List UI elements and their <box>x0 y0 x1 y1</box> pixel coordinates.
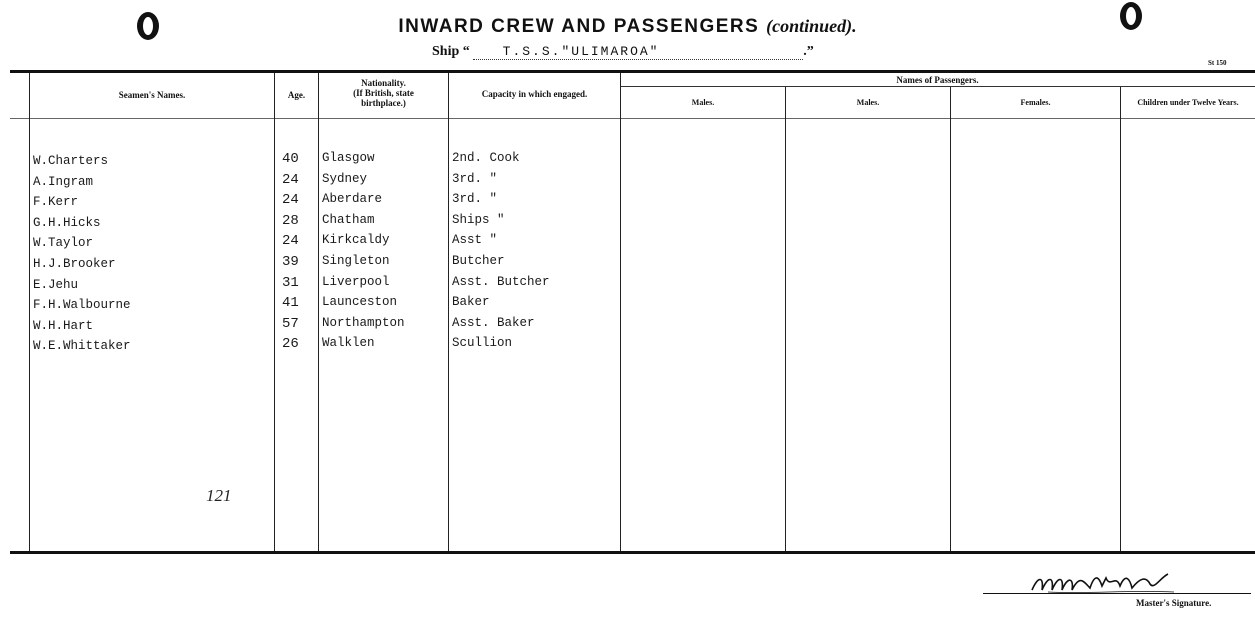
title-text: INWARD CREW AND PASSENGERS <box>398 16 760 37</box>
header-seamen-names: Seamen's Names. <box>118 90 186 100</box>
cell-age: 39 <box>282 254 299 270</box>
column-divider <box>950 87 951 551</box>
column-divider <box>318 73 319 551</box>
cell-age: 28 <box>282 213 299 229</box>
ship-open-quote: “ <box>462 44 470 59</box>
ship-line <box>432 44 814 60</box>
cell-capacity: Baker <box>452 295 490 309</box>
header-capacity: Capacity in which engaged. <box>481 89 588 99</box>
header-passengers-group: Names of Passengers. <box>896 75 979 85</box>
header-males-1: Males. <box>691 98 715 107</box>
cell-nationality: Chatham <box>322 213 375 227</box>
cell-name: F.Kerr <box>33 195 79 209</box>
cell-capacity: Butcher <box>452 254 505 268</box>
cell-nationality: Liverpool <box>322 275 390 289</box>
column-divider <box>29 73 30 551</box>
table-bottom-rule <box>10 551 1255 554</box>
form-number: St 150 <box>1208 59 1227 67</box>
cell-age: 40 <box>282 151 299 167</box>
signature-label: Master's Signature. <box>1136 598 1212 608</box>
cell-age: 31 <box>282 275 299 291</box>
cell-name: A.Ingram <box>33 175 94 189</box>
cell-capacity: 3rd. " <box>452 192 498 206</box>
passengers-group-rule <box>620 86 1255 87</box>
cell-capacity: Ships " <box>452 213 505 227</box>
cell-age: 41 <box>282 295 299 311</box>
cell-age: 24 <box>282 192 299 208</box>
cell-capacity: Scullion <box>452 336 513 350</box>
header-children: Children under Twelve Years. <box>1137 98 1239 107</box>
cell-age: 57 <box>282 316 299 332</box>
cell-nationality: Aberdare <box>322 192 383 206</box>
cell-nationality: Singleton <box>322 254 390 268</box>
cell-name: W.Charters <box>33 154 109 168</box>
cell-nationality: Sydney <box>322 172 368 186</box>
ship-label: Ship <box>432 44 460 59</box>
header-nationality <box>319 78 448 108</box>
column-divider <box>620 73 621 551</box>
cell-nationality: Launceston <box>322 295 398 309</box>
ship-close-quote: .” <box>803 44 814 59</box>
cell-nationality: Walklen <box>322 336 375 350</box>
cell-name: W.Taylor <box>33 236 94 250</box>
header-males-2: Males. <box>856 98 880 107</box>
cell-name: H.J.Brooker <box>33 257 116 271</box>
ship-name <box>473 44 803 60</box>
table-top-rule <box>10 70 1255 73</box>
page-title <box>0 16 1255 38</box>
cell-name: F.H.Walbourne <box>33 298 131 312</box>
column-divider <box>448 73 449 551</box>
margin-note: 121 <box>206 486 232 505</box>
signature-line <box>983 593 1251 594</box>
cell-age: 26 <box>282 336 299 352</box>
cell-capacity: Asst " <box>452 233 498 247</box>
ship-name-text: T.S.S."ULIMAROA" <box>502 44 660 59</box>
column-divider <box>785 87 786 551</box>
cell-capacity: Asst. Baker <box>452 316 535 330</box>
cell-nationality: Northampton <box>322 316 405 330</box>
column-divider <box>1120 87 1121 551</box>
header-nationality-sub: (If British, state birthplace.) <box>353 88 414 108</box>
header-rule <box>10 118 1255 119</box>
cell-capacity: Asst. Butcher <box>452 275 550 289</box>
cell-age: 24 <box>282 172 299 188</box>
cell-name: E.Jehu <box>33 278 79 292</box>
title-suffix: (continued). <box>766 16 857 36</box>
cell-name: G.H.Hicks <box>33 216 101 230</box>
cell-name: W.E.Whittaker <box>33 339 131 353</box>
cell-name: W.H.Hart <box>33 319 94 333</box>
cell-capacity: 2nd. Cook <box>452 151 520 165</box>
header-age: Age. <box>287 90 306 100</box>
column-divider <box>274 73 275 551</box>
cell-capacity: 3rd. " <box>452 172 498 186</box>
header-nationality-title: Nationality. <box>361 78 406 88</box>
cell-nationality: Kirkcaldy <box>322 233 390 247</box>
header-females: Females. <box>1020 98 1051 107</box>
cell-age: 24 <box>282 233 299 249</box>
cell-nationality: Glasgow <box>322 151 375 165</box>
